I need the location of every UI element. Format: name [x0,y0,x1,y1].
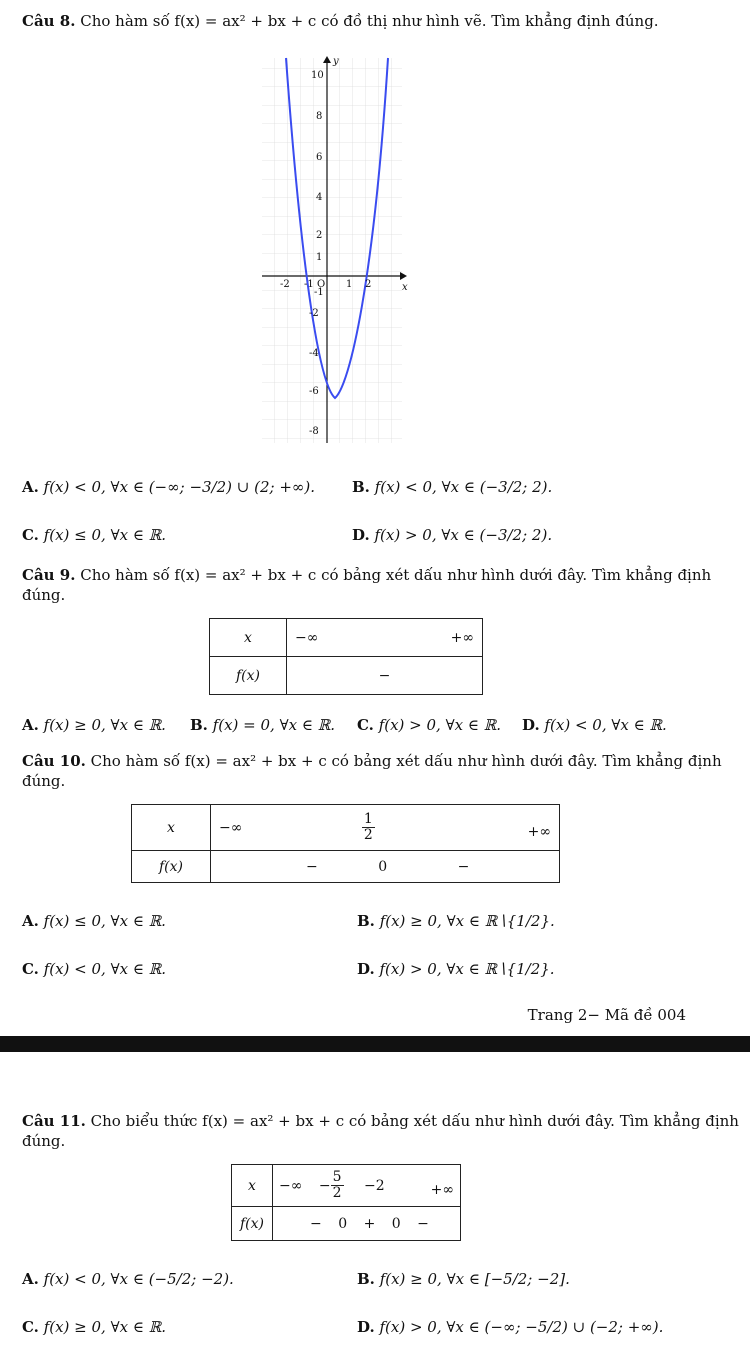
q11-minus-inf: −∞ [279,1177,303,1194]
q9-minus-inf: −∞ [295,629,319,646]
option-text: f(x) > 0, ∀x ∈ (−3/2; 2). [374,526,553,544]
option-key: B. [357,1270,375,1288]
q9-x-header: x [210,619,287,657]
q11-sign-row [273,1207,461,1241]
q11-fx-header: f(x) [232,1207,273,1241]
y-tick-minus1: -1 [314,287,324,298]
q11-r2: −2 [363,1177,385,1194]
q11-option-c[interactable] [22,1318,166,1336]
x-tick-minus1: -1 [304,279,314,290]
q10-x-row [211,805,560,851]
q11-title: Câu 11. [22,1112,86,1130]
q8-option-c[interactable] [22,526,166,544]
q10-option-a[interactable] [22,912,166,930]
y-axis-label: y [333,56,339,67]
q11-text-cont: đúng. [22,1132,66,1150]
option-key: B. [357,912,375,930]
option-text: f(x) > 0, ∀x ∈ ℝ∖{1/2}. [379,960,555,978]
option-text: f(x) ≤ 0, ∀x ∈ ℝ. [43,526,166,544]
q10-root [362,812,375,844]
option-text: f(x) < 0, ∀x ∈ (−∞; −3/2) ∪ (2; +∞). [43,478,316,496]
q8-text: Cho hàm số f(x) = ax² + bx + c có đồ thị như hình vẽ. Tìm khẳng định đúng. [80,12,659,30]
option-key: C. [22,526,39,544]
option-key: D. [357,960,375,978]
y-tick-minus8: -8 [309,426,319,437]
option-key: D. [357,1318,375,1336]
option-text: f(x) ≥ 0, ∀x ∈ ℝ. [43,716,166,734]
option-key: B. [190,716,208,734]
y-tick-10: 10 [311,70,324,81]
option-text: f(x) ≤ 0, ∀x ∈ ℝ. [43,912,166,930]
option-key: C. [22,1318,39,1336]
q8-option-b[interactable] [352,478,552,496]
q10-title: Câu 10. [22,752,86,770]
q8-graph [262,50,412,448]
q10-sign-1: − [306,858,318,875]
q10-root-den: 2 [363,827,373,843]
q9-title: Câu 9. [22,566,76,584]
q9-option-c[interactable] [357,716,501,734]
q9-option-a[interactable] [22,716,166,734]
q11-sign-2: + [363,1215,376,1232]
q11-sign-table [231,1164,461,1241]
option-text: f(x) ≥ 0, ∀x ∈ [−5/2; −2]. [379,1270,570,1288]
option-key: D. [522,716,540,734]
q10-option-c[interactable] [22,960,166,978]
q11-r1 [331,1170,344,1202]
option-text: f(x) < 0, ∀x ∈ (−3/2; 2). [374,478,553,496]
page-footer: Trang 2− Mã đề 004 [527,1006,686,1024]
q10-x-header: x [132,805,211,851]
option-key: A. [22,716,39,734]
x-axis-label: x [402,282,408,293]
y-tick-minus4: -4 [309,348,319,359]
option-text: f(x) > 0, ∀x ∈ ℝ. [378,716,501,734]
q9-fx-header: f(x) [210,657,287,695]
q9-option-d[interactable] [522,716,667,734]
x-tick-2: 2 [365,279,372,290]
y-tick-8: 8 [316,111,323,122]
q9-option-b[interactable] [190,716,335,734]
q9-x-row [287,619,483,657]
option-text: f(x) > 0, ∀x ∈ (−∞; −5/2) ∪ (−2; +∞). [379,1318,664,1336]
q10-option-d[interactable] [357,960,555,978]
option-key: C. [357,716,374,734]
q11-x-header: x [232,1165,273,1207]
q11-question [22,1112,739,1130]
x-tick-minus2: -2 [280,279,290,290]
q10-sign-table [131,804,560,883]
option-key: A. [22,478,39,496]
q8-option-a[interactable] [22,478,315,496]
q9-sign: − [287,657,483,695]
q10-question [22,752,722,770]
y-tick-minus2: -2 [309,308,319,319]
option-key: B. [352,478,370,496]
q9-text: Cho hàm số f(x) = ax² + bx + c có bảng xét dấu như hình dưới đây. Tìm khẳng định [80,566,712,584]
q11-option-d[interactable] [357,1318,663,1336]
q11-sign-1: − [310,1215,322,1232]
q10-fx-header: f(x) [132,851,211,883]
q10-sign-2: − [457,858,470,875]
q11-r1-num: 5 [332,1168,342,1185]
option-text: f(x) = 0, ∀x ∈ ℝ. [212,716,335,734]
option-text: f(x) < 0, ∀x ∈ ℝ. [544,716,667,734]
q10-text: Cho hàm số f(x) = ax² + bx + c có bảng xét dấu như hình dưới đây. Tìm khẳng định [90,752,722,770]
q8-option-d[interactable] [352,526,552,544]
q10-minus-inf: −∞ [219,819,243,836]
q10-text-cont: đúng. [22,772,66,790]
option-text: f(x) ≥ 0, ∀x ∈ ℝ. [43,1318,166,1336]
q9-question [22,566,711,584]
y-tick-1: 1 [316,252,323,263]
q8-question [22,12,659,30]
y-tick-minus6: -6 [309,386,319,397]
option-text: f(x) < 0, ∀x ∈ (−5/2; −2). [43,1270,234,1288]
option-text: f(x) < 0, ∀x ∈ ℝ. [43,960,166,978]
x-tick-1: 1 [346,279,353,290]
q9-sign-table [209,618,483,695]
q11-zero-2: 0 [391,1215,401,1232]
option-key: A. [22,1270,39,1288]
q11-x-row [273,1165,461,1207]
q11-option-a[interactable] [22,1270,234,1288]
q9-text-cont: đúng. [22,586,66,604]
option-key: A. [22,912,39,930]
q8-title: Câu 8. [22,12,76,30]
q11-r1-den: 2 [332,1185,342,1201]
q11-r1-sign: − [318,1177,331,1194]
q11-zero-1: 0 [338,1215,348,1232]
q10-option-b[interactable] [357,912,555,930]
y-tick-4: 4 [316,192,323,203]
y-tick-2: 2 [316,230,323,241]
q10-sign-row [211,851,560,883]
y-tick-6: 6 [316,152,323,163]
q10-root-num: 1 [363,810,373,827]
option-key: D. [352,526,370,544]
page-break-bar [0,1036,750,1052]
q11-text: Cho biểu thức f(x) = ax² + bx + c có bảng xét dấu như hình dưới đây. Tìm khẳng định [90,1112,739,1130]
origin-label: O [317,279,326,290]
q9-plus-inf: +∞ [450,629,474,646]
q11-option-b[interactable] [357,1270,570,1288]
option-text: f(x) ≥ 0, ∀x ∈ ℝ∖{1/2}. [379,912,555,930]
q10-plus-inf: +∞ [527,823,551,840]
q11-sign-3: − [417,1215,429,1232]
q11-plus-inf: +∞ [430,1181,454,1198]
q10-zero: 0 [378,858,388,875]
option-key: C. [22,960,39,978]
